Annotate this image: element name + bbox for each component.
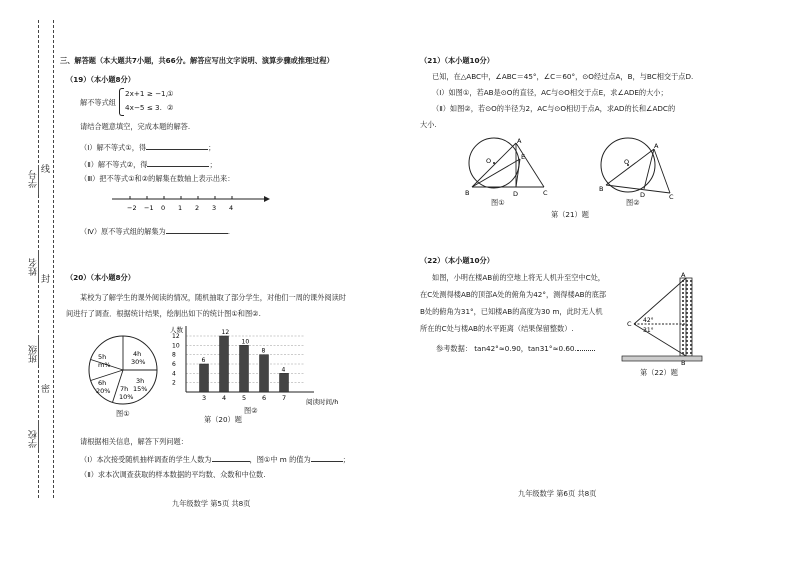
q22-line1: 如图，小明在楼AB前的空地上将无人机升至空中C处， — [432, 273, 605, 282]
number-line — [110, 190, 270, 216]
pie-pct-6h: 20% — [96, 387, 111, 395]
numberline-tick-label: 3 — [212, 204, 217, 212]
q19-answer1-blank[interactable] — [146, 141, 208, 150]
bar-ytick-label: 4 — [172, 370, 176, 378]
pie-label-7h: 7h — [120, 385, 129, 393]
pie-label-4h: 4h — [133, 350, 142, 358]
bar-category-label: 7 — [282, 394, 287, 402]
q19-instruction: 请结合题意填空，完成本题的解答. — [80, 122, 191, 131]
q22-line3: B处的俯角为31°，已知楼AB的高度为30 m，此时无人机 — [420, 307, 603, 316]
q22-line2: 在C处测得楼AB的顶部A处的俯角为42°，测得楼AB的底部 — [420, 290, 607, 299]
bar-value-label: 6 — [201, 357, 206, 364]
fig22-point-A: A — [681, 271, 686, 279]
pie-pct-3h: 15% — [133, 385, 148, 393]
seal-char-mi: 密 — [41, 385, 51, 395]
fig1-point-A: A — [517, 137, 522, 145]
q19-answer2-blank[interactable] — [147, 158, 209, 167]
bar-category-label: 6 — [262, 394, 267, 402]
q21-line1: 已知，在△ABC中，∠ABC＝45°，∠C＝60°，⊙O经过点A，B，与BC相交于点D. — [432, 72, 694, 81]
q21-figure-caption: 第（21）题 — [551, 210, 589, 219]
q21-header: （21）（本小题10分） — [420, 56, 494, 65]
q19-header: （19）（本小题8分） — [66, 75, 135, 84]
fig1-point-C: C — [543, 189, 548, 197]
bar-3h — [200, 364, 209, 392]
bar-value-label: 10 — [241, 338, 250, 346]
bar-category-label: 4 — [222, 394, 227, 402]
q19-ineq2: 4x−5 ≤ 3. — [125, 103, 162, 112]
bar-ytick-label: 12 — [172, 333, 180, 340]
q21-fig1-caption: 图① — [491, 198, 505, 207]
bar-ytick-label: 8 — [172, 351, 176, 359]
fig22-point-C: C — [627, 320, 632, 328]
q21-line3: （Ⅱ）如图②，若⊙O的半径为2，AC与⊙O相切于点A，求AD的长和∠ADC的 — [432, 104, 676, 113]
seal-char-feng: 封 — [41, 275, 51, 285]
left-footer: 九年级数学 第5页 共8页 — [172, 499, 251, 508]
bar-chart-xlabel: 阅读时间/h — [306, 398, 339, 406]
q19-mark1: ① — [167, 89, 174, 98]
q19-part2: （Ⅱ）解不等式②，得 ； — [80, 160, 217, 169]
fig22-angle-31: 31° — [643, 327, 654, 334]
q21-fig2-caption: 图② — [626, 198, 640, 207]
fig1-point-B: B — [465, 189, 470, 197]
school-label: 学校 — [29, 430, 39, 448]
q22-ref: 参考数据： tan42°≈0.90，tan31°≈0.60. — [436, 342, 595, 354]
q19-part1: （Ⅰ）解不等式①，得 ； — [80, 143, 216, 152]
q21-figure2 — [596, 135, 688, 201]
binding-strip — [38, 20, 54, 498]
numberline-tick-label: −2 — [127, 204, 137, 212]
bar-value-label: 8 — [261, 347, 266, 355]
numberline-tick-label: 0 — [161, 204, 166, 212]
bar-5h — [240, 345, 249, 392]
bar-caption: 图② — [244, 406, 258, 415]
numberline-tick-label: 2 — [195, 204, 200, 212]
q19-mark2: ② — [167, 103, 174, 112]
bar-value-label: 12 — [221, 329, 230, 336]
q21-line4: 大小. — [420, 120, 437, 129]
q19-brace — [119, 88, 124, 116]
numberline-tick-label: 1 — [178, 204, 183, 212]
q19-part3: （Ⅲ）把不等式①和②的解集在数轴上表示出来： — [80, 174, 235, 183]
fig22-angle-42: 42° — [643, 317, 654, 324]
fig22-point-B: B — [681, 359, 686, 367]
bar-4h — [220, 336, 229, 392]
bar-7h — [280, 373, 289, 392]
bar-6h — [260, 355, 269, 392]
right-footer: 九年级数学 第6页 共8页 — [518, 489, 597, 498]
q20-body-line2: 间进行了调查．根据统计结果，绘制出如下的统计图①和图②. — [66, 309, 261, 318]
pie-label-5h: 5h — [98, 353, 107, 361]
bar-value-label: 4 — [281, 366, 286, 374]
fig2-point-C: C — [669, 193, 674, 201]
q20-part2: （Ⅱ）求本次调查获取的样本数据的平均数、众数和中位数. — [80, 470, 266, 479]
numberline-tick-label: 4 — [229, 204, 234, 212]
section-title: 三、解答题（本大题共7小题，共66分。解答应写出文字说明、演算步骤或推理过程） — [60, 56, 334, 65]
fig2-point-O: O — [624, 158, 630, 166]
q22-figure-caption: 第（22）题 — [640, 368, 678, 377]
q20-header: （20）（本小题8分） — [66, 273, 135, 282]
q20-body-line1: 某校为了解学生的课外阅读的情况，随机抽取了部分学生，对他们一周的课外阅读时 — [80, 293, 346, 302]
bar-ytick-label: 2 — [172, 379, 176, 387]
pie-caption: 图① — [116, 409, 130, 418]
q20-m-blank[interactable] — [311, 453, 343, 462]
q22-figure — [618, 268, 708, 368]
numberline-tick-label: −1 — [144, 204, 154, 212]
bar-category-label: 3 — [202, 394, 207, 402]
q21-figure1 — [462, 135, 554, 201]
pie-label-6h: 6h — [98, 379, 107, 387]
name-label: 姓名 — [29, 258, 39, 276]
bar-category-label: 5 — [242, 394, 247, 402]
fig1-point-D: D — [513, 190, 519, 198]
pie-pct-5h: m% — [98, 361, 111, 369]
bar-chart — [168, 322, 358, 414]
fig1-point-E: E — [521, 153, 526, 161]
pie-pct-4h: 30% — [131, 358, 146, 366]
q19-intro: 解不等式组 — [80, 98, 116, 107]
student-id-label: 学号 — [29, 170, 39, 188]
q20-request: 请根据相关信息，解答下列问题： — [80, 437, 188, 446]
fig2-point-A: A — [654, 142, 659, 150]
q20-count-blank[interactable] — [212, 453, 250, 462]
q20-part1: （Ⅰ）本次接受随机抽样调查的学生人数为 ，图①中 m 的值为 ； — [80, 455, 350, 464]
pie-label-3h: 3h — [136, 377, 145, 385]
pie-chart — [86, 333, 162, 409]
q19-ineq1: 2x+1 ≥ −1, — [125, 89, 168, 98]
bar-chart-ylabel: 人数 — [170, 326, 183, 334]
fig2-point-B: B — [599, 185, 604, 193]
q21-line2: （Ⅰ）如图①，若AB是⊙O的直径，AC与⊙O相交于点E，求∠ADE的大小； — [432, 88, 668, 97]
pie-pct-7h: 10% — [119, 393, 134, 401]
seal-char-xian: 线 — [41, 165, 51, 175]
fig2-point-D: D — [640, 191, 646, 199]
q19-answer4-blank[interactable] — [166, 225, 228, 234]
q19-part4: （Ⅳ）原不等式组的解集为 . — [80, 227, 230, 236]
fig1-point-O: O — [486, 157, 492, 165]
bar-ytick-label: 6 — [172, 361, 176, 368]
q22-line4: 所在的C处与楼AB的水平距离（结果保留整数）. — [420, 324, 574, 333]
class-label: 班级 — [29, 345, 39, 363]
q20-figure-caption: 第（20）题 — [204, 415, 242, 424]
q22-header: （22）（本小题10分） — [420, 256, 494, 265]
bar-ytick-label: 10 — [172, 342, 180, 350]
